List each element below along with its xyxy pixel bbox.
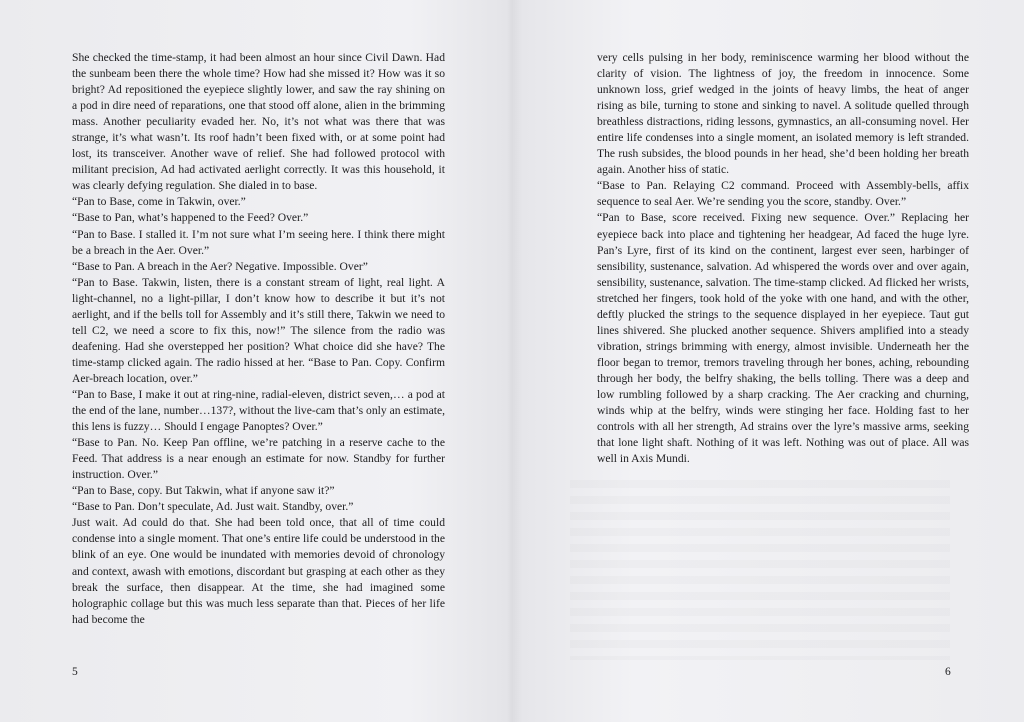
paragraph: “Base to Pan. A breach in the Aer? Negative. Impossible. Over” xyxy=(72,259,368,273)
paragraph: Just wait. Ad could do that. She had been told once, that all of time could condense into a single moment. That one’s entire life could be understood in the blink of an eye. One would be inundated with memories devoid of chronology and context, awash with emotions, discordant but grasping at each other as they break the surface, then disappear. At the time, she had imagined some holographic collage but this was much less separate than that. Pieces of her life had become the xyxy=(72,516,445,626)
paragraph: “Base to Pan. Relaying C2 command. Proceed with Assembly-bells, affix sequence to seal Aer. We’re sending you the score, standby. Over.” xyxy=(597,179,969,209)
paragraph: She checked the time-stamp, it had been almost an hour since Civil Dawn. Had the sunbeam been there the whole time? How had she missed it? How was it so bright? Ad repositioned the eyepiece slightly lower, and saw the ray shining on a pod in dire need of reparations, one that stood off alone, alien in the brimming mass. Another peculiarity evaded her. No, it’s not what was there that was strange, it’s what wasn’t. Its roof hadn’t been fixed with, or at some point had lost, its transceiver. Another wave of relief. She had followed protocol with militant precision, Ad had activated aerlight correctly. It was this household, it was clearly defying regulation. She dialed in to base. xyxy=(72,51,445,193)
right-page-text xyxy=(597,50,969,467)
paragraph: “Pan to Base, come in Takwin, over.” xyxy=(72,195,246,209)
page-number: 6 xyxy=(945,666,951,678)
paragraph: “Base to Pan, what’s happened to the Feed? Over.” xyxy=(72,211,309,225)
paragraph: “Pan to Base. I stalled it. I’m not sure what I’m seeing here. I think there might be a breach in the Aer. Over.” xyxy=(72,227,445,257)
paragraph: very cells pulsing in her body, reminiscence warming her blood without the clarity of vision. The lightness of joy, the freedom in innocence. Some unknown loss, grief wedged in the joints of heavy limbs, the heat of anger rising as bile, turning to stone and sinking to navel. A solitude quelled through breathless distractions, riding lessons, gymnastics, an all-consuming novel. Her entire life condenses into a single moment, an isolated memory is left stranded. The rush subsides, the blood pounds in her head, she’d been holding her breath again. Another hiss of static. xyxy=(597,51,969,177)
paragraph: “Base to Pan. No. Keep Pan offline, we’re patching in a reserve cache to the Feed. That address is a near enough an estimate for now. Standby for further instruction. Over.” xyxy=(72,436,445,482)
paragraph: “Pan to Base, copy. But Takwin, what if anyone saw it?” xyxy=(72,484,335,498)
paragraph: “Base to Pan. Don’t speculate, Ad. Just wait. Standby, over.” xyxy=(72,500,354,514)
paragraph: “Pan to Base, score received. Fixing new sequence. Over.” Replacing her eyepiece back into place and tightening her headgear, Ad faced the huge lyre. Pan’s Lyre, first of its kind on the continent, largest ever seen, harbinger of sensibility, sustenance, salvation. Ad whispered the words over and over again, sensibility, sustenance, salvation. The time-stamp clicked. Ad flicked her wrists, stretched her fingers, took hold of the yoke with one hand, and with the other, deftly plucked the strings to the sequence displayed in her eyepiece. Taut gut lines shivered. She plucked another sequence. Shivers amplified into a steady vibration, strings brimming with energy, almost invisible. Underneath her the floor began to tremor, tremors traveling through her bones, aching, rebounding through her body, the belfry shaking, the bells tolling. There was a deep and low rumbling followed by a sharp cracking. The Aer cracking and churning, winds whip at the belfry, winds were stinging her face. Holding fast to her controls with all her strength, Ad strains over the lyre’s massive arms, seeking that lone light shaft. Nothing of it was left. Nothing was out of place. All was well in Axis Mundi. xyxy=(597,211,969,466)
page-number: 5 xyxy=(72,666,78,678)
paragraph: “Pan to Base. Takwin, listen, there is a constant stream of light, real light. A light-channel, no a light-pillar, I don’t know how to describe it but it’s not aerlight, and if the bells toll for Assembly and it’s still there, Takwin we need to tell C2, we need a score to fix this, now!” The silence from the radio was deafening. Had she overstepped her position? What choice did she have? The time-stamp clicked again. The radio hissed at her. “Base to Pan. Copy. Confirm Aer-breach location, over.” xyxy=(72,275,445,385)
left-page-text xyxy=(72,50,445,628)
paragraph: “Pan to Base, I make it out at ring-nine, radial-eleven, district seven,… a pod at the end of the lane, number…137?, without the live-cam that’s only an estimate, this lens is fuzzy… Should I engage Panoptes? Over.” xyxy=(72,387,445,434)
right-page xyxy=(512,0,1024,722)
